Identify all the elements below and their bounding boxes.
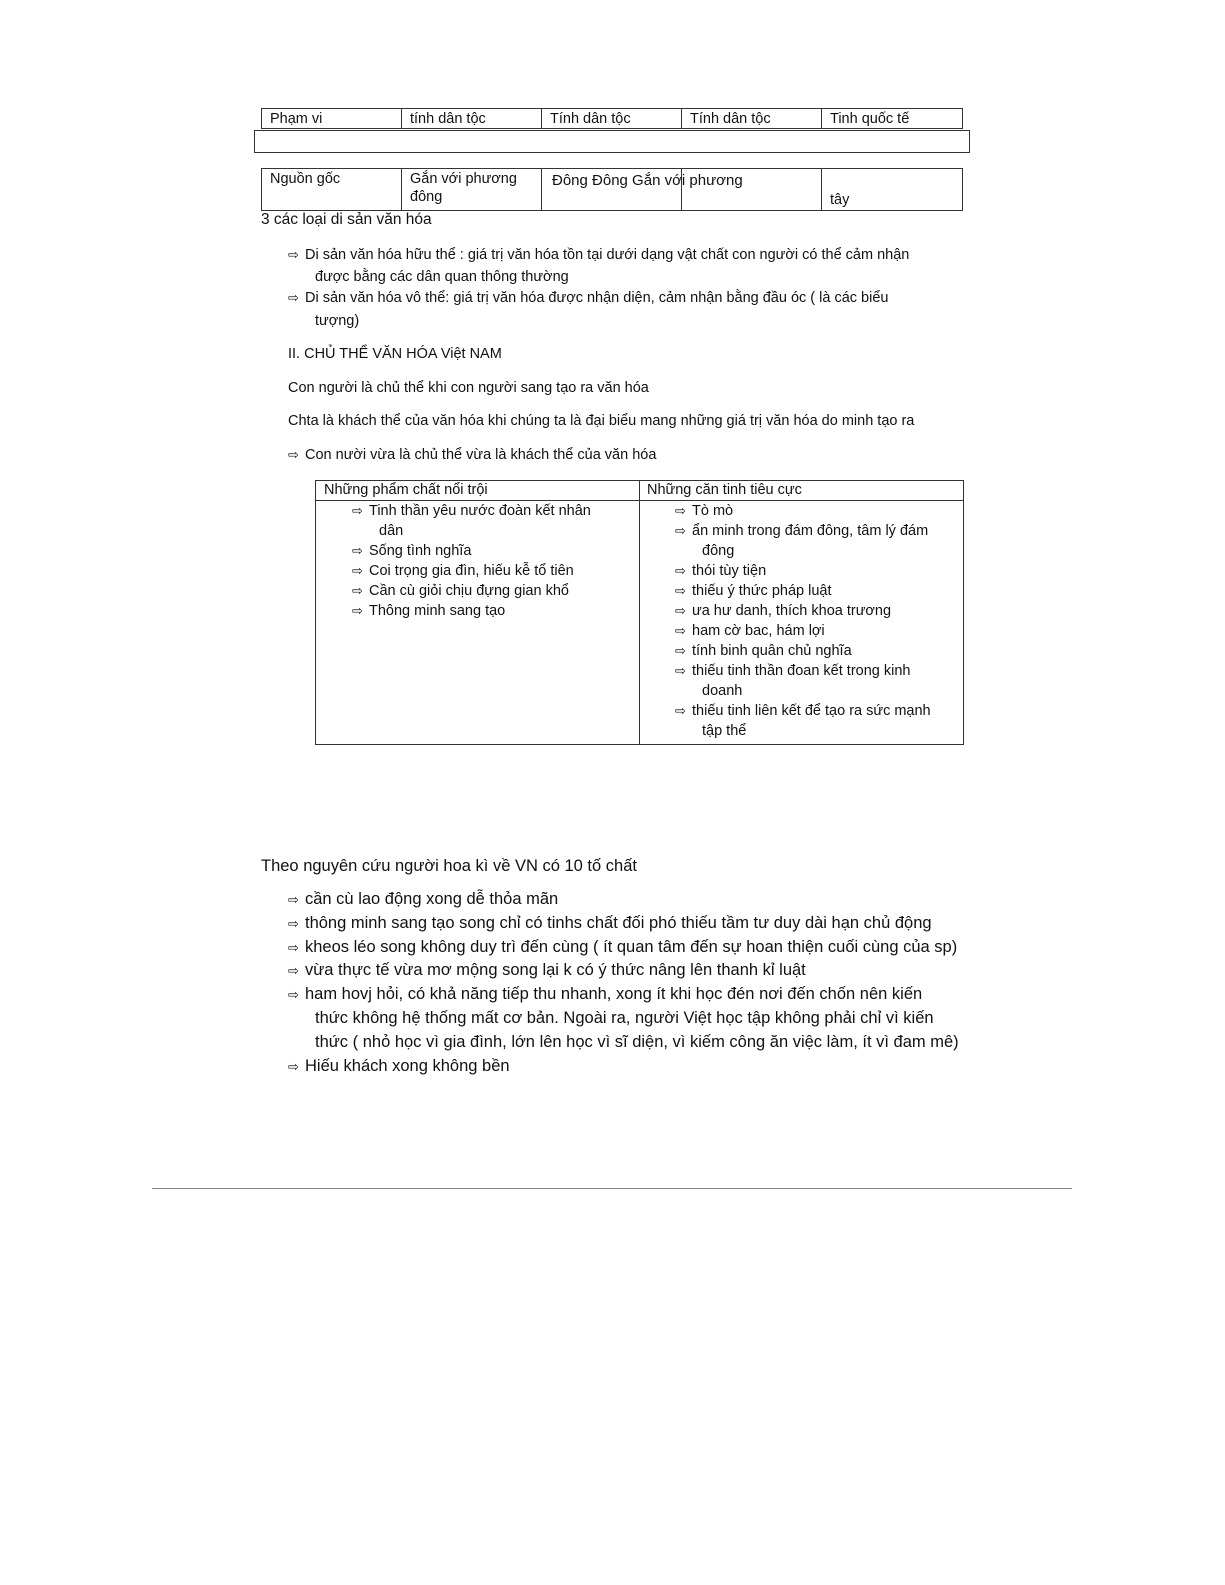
list-item-text: Di sản văn hóa hữu thể : giá trị văn hóa tồn tại dưới dạng vật chất con người có thể cảm nhận — [305, 247, 910, 263]
table1-cell — [821, 168, 963, 211]
list-item-text: thiếu tinh liên kết để tạo ra sức mạnh — [692, 703, 931, 719]
arrow-icon: ⇨ — [288, 987, 299, 1003]
list-item — [675, 643, 852, 659]
list-item-continuation — [702, 723, 746, 739]
table1-cell — [401, 108, 542, 129]
arrow-icon: ⇨ — [675, 603, 686, 618]
list-item-text: Thông minh sang tạo — [369, 603, 506, 619]
arrow-icon: ⇨ — [352, 543, 363, 558]
arrow-icon: ⇨ — [352, 603, 363, 618]
list-item-text: kheos léo song không duy trì đến cùng ( ít quan tâm đến sự hoan thiện cuối cùng của sp) — [305, 937, 958, 956]
list-item-text: ham cờ bac, hám lợi — [692, 623, 825, 639]
list-item-text: ẩn minh trong đám đông, tâm lý đám — [692, 523, 929, 539]
arrow-icon: ⇨ — [288, 963, 299, 979]
cell-text: Tinh quốc tế — [830, 111, 910, 127]
list-item-text: thiếu ý thức pháp luật — [692, 583, 832, 599]
list-item — [675, 623, 825, 639]
arrow-icon: ⇨ — [352, 503, 363, 518]
list-item-continuation — [702, 683, 742, 699]
list-item-text: Tò mò — [692, 503, 734, 519]
list-item — [352, 543, 471, 559]
list-item-text: đông — [702, 543, 735, 559]
list-item-continuation — [315, 1033, 959, 1052]
arrow-icon: ⇨ — [675, 703, 686, 718]
research-heading: Theo nguyên cứu người hoa kì về VN có 10 tố chất — [261, 857, 637, 875]
list-item-text: Sống tình nghĩa — [369, 543, 472, 559]
cell-text: Gắn với phương — [410, 171, 517, 187]
list-item-text: thức không hệ thống mất cơ bản. Ngoài ra, người Việt học tập không phải chỉ vì kiến — [315, 1009, 934, 1027]
arrow-icon: ⇨ — [675, 503, 686, 518]
list-item — [352, 563, 574, 579]
table1-cell — [541, 108, 682, 129]
list-item-text: tính binh quân chủ nghĩa — [692, 643, 852, 659]
cell-text: tính dân tộc — [410, 111, 486, 127]
list-item-text: Tinh thần yêu nước đoàn kết nhân — [369, 503, 591, 519]
table1-cell-pham-vi — [261, 108, 402, 129]
arrow-icon: ⇨ — [675, 643, 686, 658]
list-item — [675, 503, 733, 519]
list-item-continuation: tượng) — [315, 313, 360, 329]
list-item — [675, 563, 766, 579]
list-item — [675, 603, 891, 619]
cell-text: Nguồn gốc — [270, 171, 341, 187]
table1-merged-text: Đông Đông Gắn với phương — [552, 172, 743, 189]
arrow-icon: ⇨ — [288, 939, 299, 955]
list-item-text: dân — [379, 523, 404, 539]
arrow-icon: ⇨ — [675, 623, 686, 638]
list-item-text: thiếu tinh thần đoan kết trong kinh — [692, 663, 911, 679]
list-item-continuation: được bằng các dân quan thông thường — [315, 269, 569, 285]
list-item-text: doanh — [702, 683, 743, 699]
arrow-icon: ⇨ — [288, 447, 299, 462]
list-item — [675, 583, 832, 599]
list-item-text: cần cù lao động xong dễ thỏa mãn — [305, 890, 559, 908]
list-item-text: tập thể — [702, 723, 747, 739]
arrow-icon: ⇨ — [288, 915, 299, 931]
list-item — [288, 247, 909, 263]
table1-cell — [821, 108, 963, 129]
list-item — [288, 890, 558, 909]
header-left: Những phẩm chất nổi trội — [324, 482, 488, 498]
page-divider — [152, 1188, 1072, 1189]
list-item-continuation — [379, 523, 403, 539]
list-item — [288, 985, 922, 1004]
list-item — [288, 938, 957, 957]
list-item-text: Coi trọng gia đìn, hiếu kễ tổ tiên — [369, 563, 574, 579]
list-item — [288, 290, 888, 306]
arrow-icon: ⇨ — [675, 583, 686, 598]
list-item-continuation — [702, 543, 734, 559]
cell-text: Tính dân tộc — [690, 111, 771, 127]
table1-cell — [401, 168, 542, 211]
list-item — [288, 1057, 510, 1076]
qualities-table — [315, 480, 964, 745]
list-item — [675, 663, 910, 679]
list-item-text: Di sản văn hóa vô thể: giá trị văn hóa được nhận diện, cảm nhận bằng đầu óc ( là các biểu — [305, 290, 889, 306]
list-item — [288, 914, 932, 933]
list-item-text: thông minh sang tạo song chỉ có tinhs chất đối phó thiếu tầm tư duy dài hạn chủ động — [305, 913, 932, 932]
list-item-text: Hiếu khách xong không bền — [305, 1056, 510, 1075]
paragraph: Con người là chủ thể khi con người sang tạo ra văn hóa — [288, 380, 649, 396]
list-item — [675, 523, 928, 539]
cell-text: đông — [410, 189, 443, 205]
cell-text: Tính dân tộc — [550, 111, 631, 127]
arrow-icon: ⇨ — [288, 290, 299, 305]
list-item — [352, 503, 591, 519]
table-divider — [316, 500, 963, 501]
arrow-icon: ⇨ — [288, 892, 299, 907]
list-item-text: thói tùy tiện — [692, 563, 767, 579]
list-item-text: ham hovj hỏi, có khả năng tiếp thu nhanh, xong ít khi học đén nơi đến chốn nên kiến — [305, 985, 923, 1004]
list-item-continuation — [315, 1009, 934, 1028]
arrow-icon: ⇨ — [675, 523, 686, 538]
conclusion — [288, 447, 656, 463]
arrow-icon: ⇨ — [675, 663, 686, 678]
list-item — [288, 961, 806, 980]
cell-text: Phạm vi — [270, 111, 323, 127]
table1-cell-nguon-goc — [261, 168, 402, 211]
arrow-icon: ⇨ — [288, 1058, 299, 1074]
list-item-text: vừa thực tế vừa mơ mộng song lại k có ý thức nâng lên thanh kỉ luật — [305, 961, 806, 980]
list-item — [675, 703, 931, 719]
list-item-text: ưa hư danh, thích khoa trương — [692, 603, 892, 619]
list-item — [352, 583, 569, 599]
heritage-heading: 3 các loại di sản văn hóa — [261, 211, 432, 228]
list-item-text: thức ( nhỏ học vì gia đình, lớn lên học vì sĩ diện, vì kiếm công ăn việc làm, ít vì đam mê) — [315, 1032, 959, 1051]
conclusion-text: Con nười vừa là chủ thể vừa là khách thể của văn hóa — [305, 447, 657, 463]
arrow-icon: ⇨ — [675, 563, 686, 578]
section-heading: II. CHỦ THỂ VĂN HÓA Việt NAM — [288, 346, 502, 362]
table-divider — [639, 481, 640, 744]
header-right: Những căn tinh tiêu cực — [647, 482, 802, 498]
table1-cell — [681, 108, 822, 129]
cell-text: tây — [830, 192, 850, 208]
arrow-icon: ⇨ — [352, 583, 363, 598]
arrow-icon: ⇨ — [288, 247, 299, 262]
arrow-icon: ⇨ — [352, 563, 363, 578]
list-item — [352, 603, 505, 619]
empty-table-row — [254, 130, 970, 153]
list-item-text: Cần cù giỏi chịu đựng gian khổ — [369, 583, 569, 599]
paragraph: Chta là khách thể của văn hóa khi chúng ta là đại biểu mang những giá trị văn hóa do minh tạo ra — [288, 413, 915, 429]
